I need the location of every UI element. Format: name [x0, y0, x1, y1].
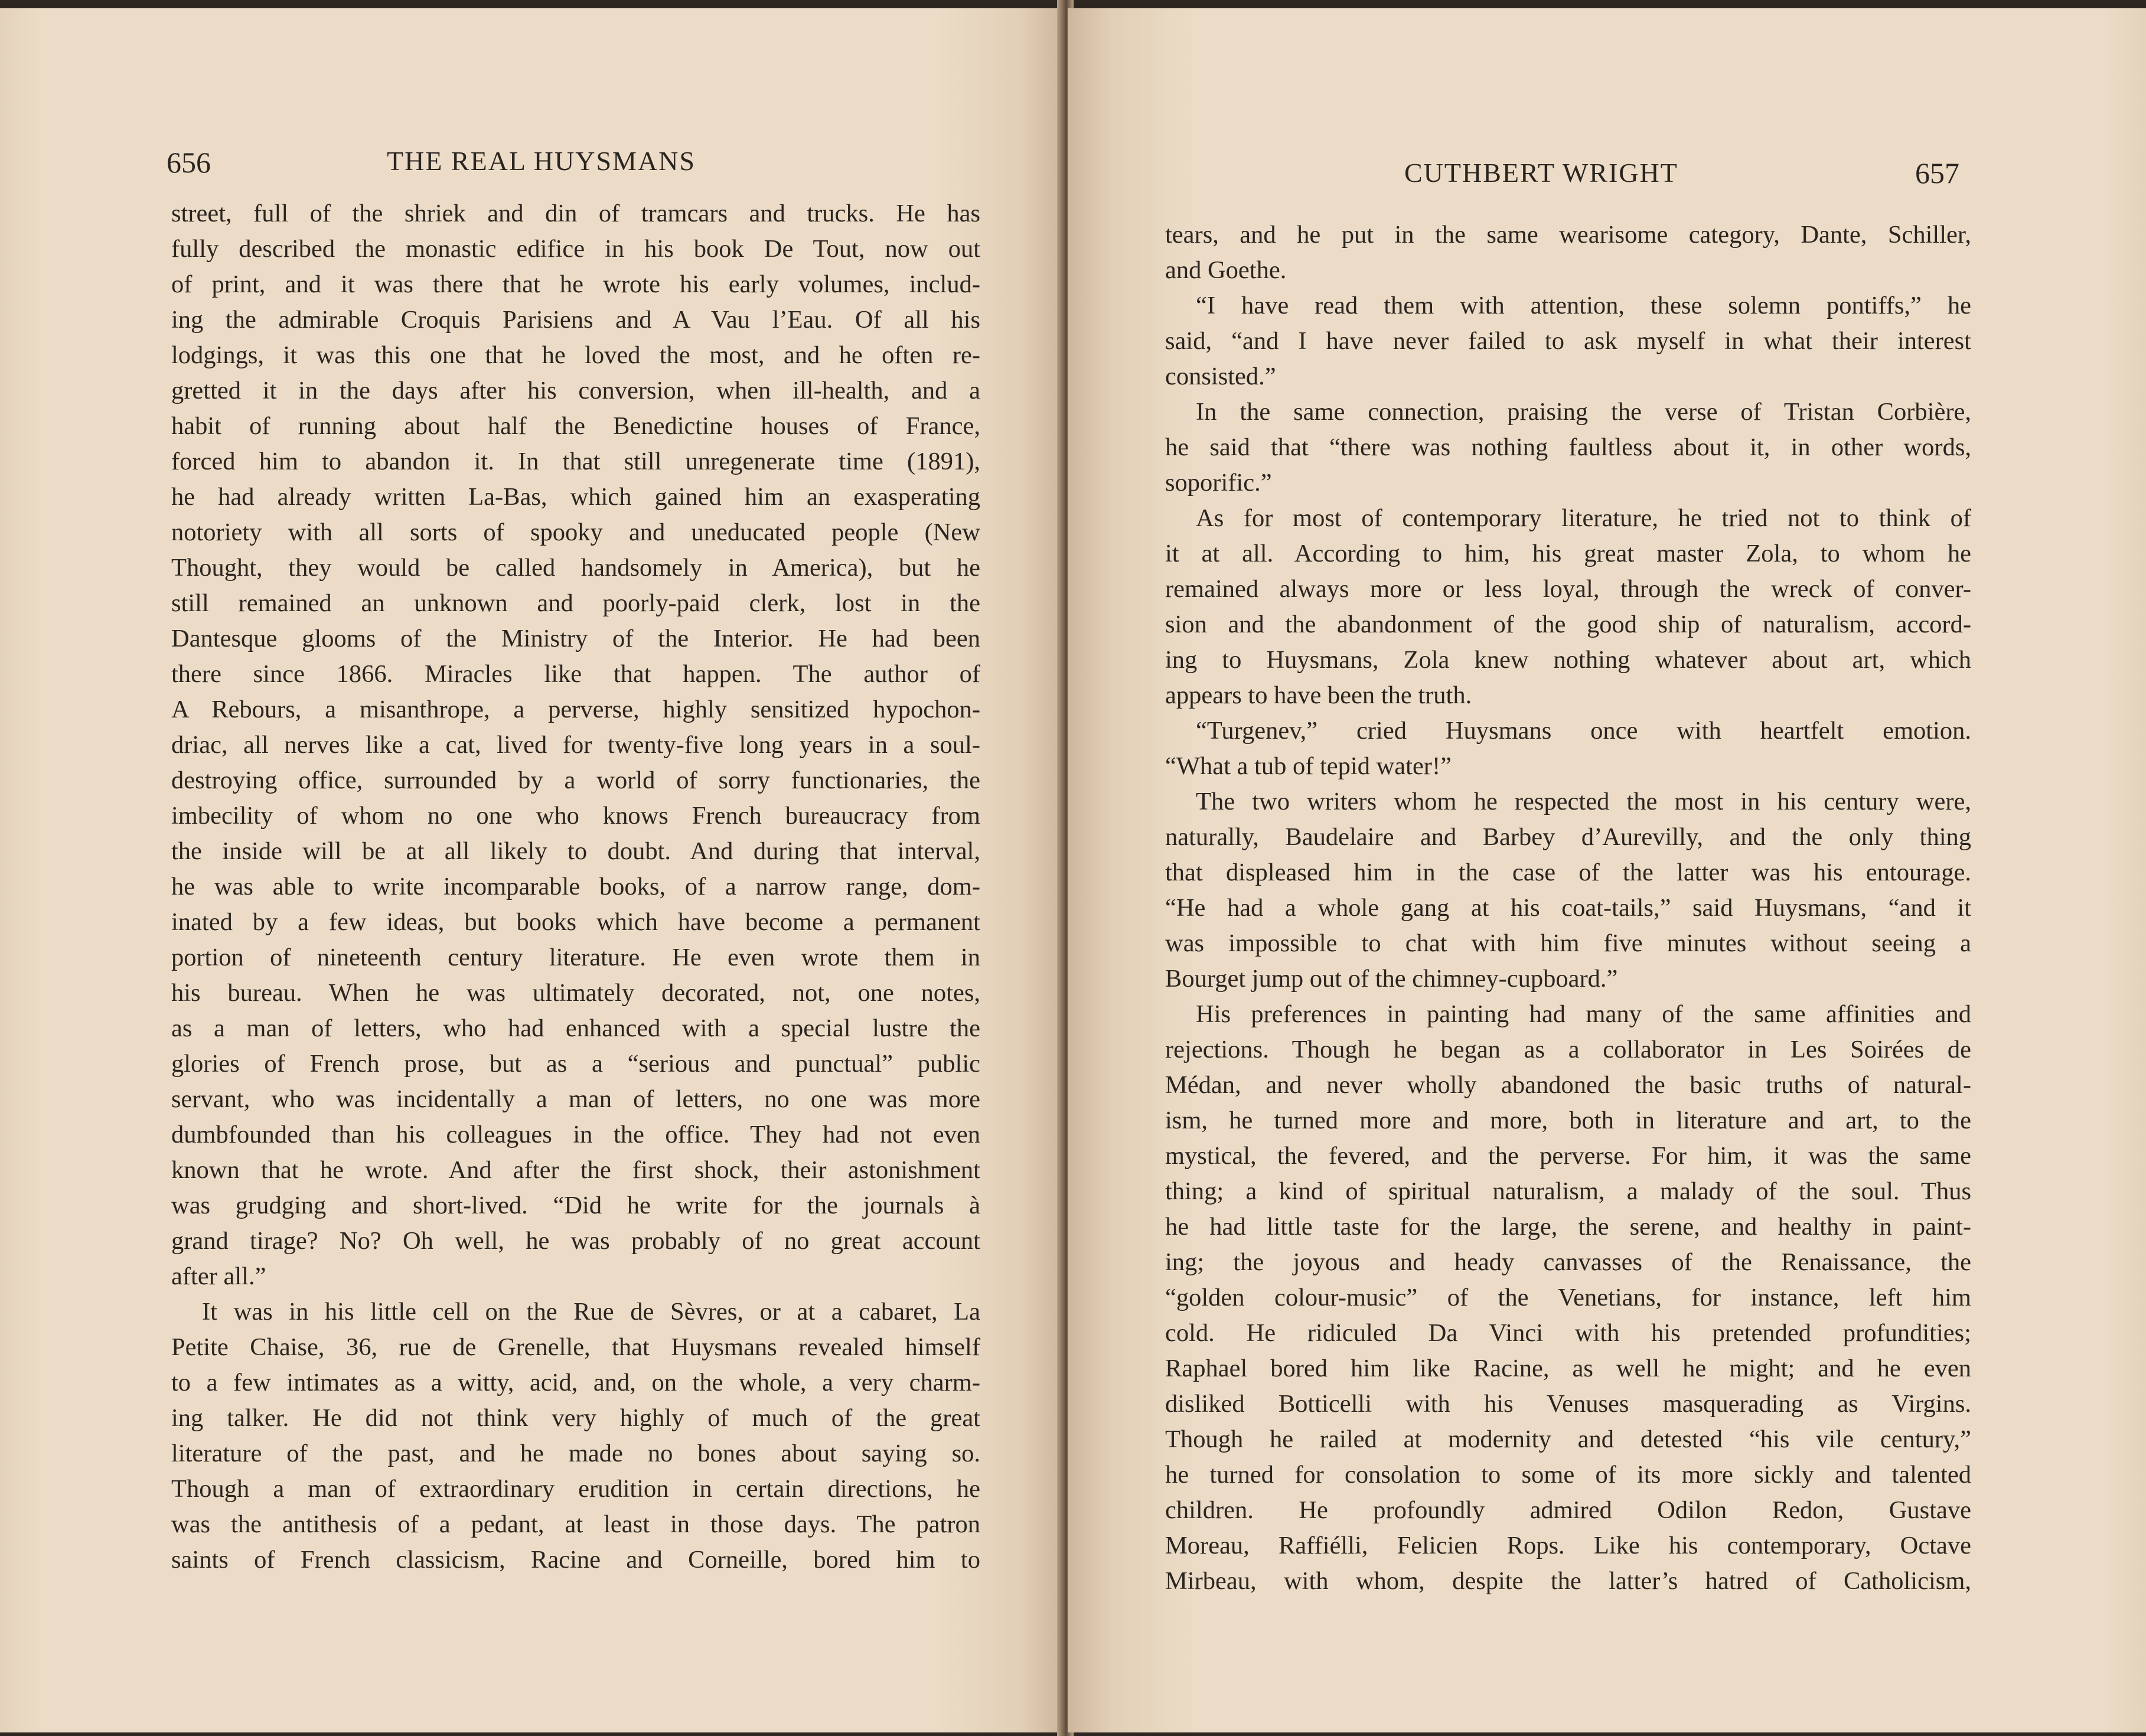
text-line: In the same connection, praising the verse of Tristan Corbière,	[1196, 398, 1971, 426]
text-line: It was in his little cell on the Rue de Sèvres, or at a cabaret, La	[202, 1298, 980, 1326]
text-line: street, full of the shriek and din of tramcars and trucks. He has	[171, 200, 980, 227]
text-line: Though he railed at modernity and detested “his vile century,”	[1165, 1425, 1971, 1453]
text-line: ing talker. He did not think very highly of much of the great	[171, 1404, 980, 1432]
text-line: mystical, the fevered, and the perverse. For him, it was the same	[1165, 1142, 1971, 1170]
text-line: he was able to write incomparable books, of a narrow range, dom-	[171, 873, 980, 900]
text-line: and Goethe.	[1165, 256, 1287, 284]
text-line: literature of the past, and he made no bones about saying so.	[171, 1440, 980, 1467]
running-head: THE REAL HUYSMANS	[387, 146, 696, 176]
text-line: was the antithesis of a pedant, at least in those days. The patron	[171, 1510, 980, 1538]
text-line: naturally, Baudelaire and Barbey d’Aurevilly, and the only thing	[1165, 823, 1971, 851]
text-line: notoriety with all sorts of spooky and uneducated people (New	[171, 518, 980, 546]
text-line: after all.”	[171, 1262, 266, 1290]
text-line: he had little taste for the large, the serene, and healthy in paint-	[1165, 1213, 1971, 1241]
text-line: inated by a few ideas, but books which have become a permanent	[171, 908, 980, 936]
text-line: it at all. According to him, his great master Zola, to whom he	[1165, 540, 1971, 567]
text-line: glories of French prose, but as a “serious and punctual” public	[171, 1050, 980, 1078]
text-line: lodgings, it was this one that he loved the most, and he often re-	[171, 341, 980, 369]
text-line: “He had a whole gang at his coat-tails,” said Huysmans, “and it	[1165, 894, 1971, 922]
text-line: Though a man of extraordinary erudition in certain directions, he	[171, 1475, 980, 1503]
text-line: driac, all nerves like a cat, lived for twenty-five long years in a soul-	[171, 731, 980, 759]
text-line: sion and the abandonment of the good ship of naturalism, accord-	[1165, 611, 1971, 638]
text-line: Bourget jump out of the chimney-cupboard.”	[1165, 965, 1618, 993]
text-line: Médan, and never wholly abandoned the basic truths of natural-	[1165, 1071, 1971, 1099]
text-line: ing; the joyous and heady canvasses of the Renaissance, the	[1165, 1248, 1971, 1276]
text-line: As for most of contemporary literature, he tried not to think of	[1196, 504, 1971, 532]
text-line: Dantesque glooms of the Ministry of the Interior. He had been	[171, 625, 980, 652]
text-line: fully described the monastic edifice in his book De Tout, now out	[171, 235, 980, 263]
text-line: he had already written La-Bas, which gained him an exasperating	[171, 483, 980, 511]
text-line: was grudging and short-lived. “Did he write for the journals à	[171, 1192, 980, 1219]
text-line: saints of French classicism, Racine and Corneille, bored him to	[171, 1546, 980, 1574]
text-line: he said that “there was nothing faultless about it, in other words,	[1165, 433, 1971, 461]
text-line: A Rebours, a misanthrope, a perverse, highly sensitized hypochon-	[171, 696, 980, 723]
left-page	[0, 8, 1063, 1732]
text-line: remained always more or less loyal, through the wreck of conver-	[1165, 575, 1971, 603]
text-line: his bureau. When he was ultimately decorated, not, one notes,	[171, 979, 980, 1007]
text-line: disliked Botticelli with his Venuses masquerading as Virgins.	[1165, 1390, 1971, 1418]
text-line: destroying office, surrounded by a world of sorry functionaries, the	[171, 766, 980, 794]
body-text	[1165, 217, 1971, 1599]
text-line: that displeased him in the case of the latter was his entourage.	[1165, 859, 1971, 886]
text-line: “I have read them with attention, these solemn pontiffs,” he	[1196, 292, 1971, 319]
text-line: ism, he turned more and more, both in literature and art, to the	[1165, 1107, 1971, 1134]
text-line: appears to have been the truth.	[1165, 681, 1472, 709]
text-line: known that he wrote. And after the first shock, their astonishment	[171, 1156, 980, 1184]
text-line: ing the admirable Croquis Parisiens and A Vau l’Eau. Of all his	[171, 306, 980, 334]
text-line: Thought, they would be called handsomely in America), but he	[171, 554, 980, 582]
text-line: Petite Chaise, 36, rue de Grenelle, that Huysmans revealed himself	[171, 1333, 980, 1361]
text-line: soporific.”	[1165, 469, 1272, 497]
text-line: “Turgenev,” cried Huysmans once with heartfelt emotion.	[1196, 717, 1971, 745]
text-line: imbecility of whom no one who knows French bureaucracy from	[171, 802, 980, 830]
text-line: The two writers whom he respected the most in his century were,	[1196, 788, 1971, 815]
text-line: dumbfounded than his colleagues in the office. They had not even	[171, 1121, 980, 1148]
running-head: CUTHBERT WRIGHT	[1404, 158, 1678, 188]
text-line: “What a tub of tepid water!”	[1165, 752, 1452, 780]
text-line: habit of running about half the Benedictine houses of France,	[171, 412, 980, 440]
page-number: 657	[1915, 156, 1959, 190]
text-line: was impossible to chat with him five minutes without seeing a	[1165, 929, 1971, 957]
text-line: ing to Huysmans, Zola knew nothing whatever about art, which	[1165, 646, 1971, 674]
text-line: grand tirage? No? Oh well, he was probably of no great account	[171, 1227, 980, 1255]
text-line: Raphael bored him like Racine, as well he might; and he even	[1165, 1355, 1971, 1382]
text-line: said, “and I have never failed to ask myself in what their interest	[1165, 327, 1971, 355]
text-line: His preferences in painting had many of the same affinities and	[1196, 1000, 1971, 1028]
text-line: still remained an unknown and poorly-paid clerk, lost in the	[171, 589, 980, 617]
page-number: 656	[167, 146, 211, 179]
text-line: rejections. Though he began as a collaborator in Les Soirées de	[1165, 1036, 1971, 1063]
text-line: the inside will be at all likely to doubt. And during that interval,	[171, 837, 980, 865]
body-text	[171, 196, 980, 1578]
text-line: cold. He ridiculed Da Vinci with his pretended profundities;	[1165, 1319, 1971, 1347]
right-page	[1068, 8, 2146, 1732]
text-line: portion of nineteenth century literature. He even wrote them in	[171, 944, 980, 971]
text-line: of print, and it was there that he wrote his early volumes, includ-	[171, 270, 980, 298]
text-line: as a man of letters, who had enhanced with a special lustre the	[171, 1014, 980, 1042]
text-line: servant, who was incidentally a man of letters, no one was more	[171, 1085, 980, 1113]
text-line: children. He profoundly admired Odilon Redon, Gustave	[1165, 1496, 1971, 1524]
text-line: consisted.”	[1165, 363, 1276, 390]
text-line: tears, and he put in the same wearisome category, Dante, Schiller,	[1165, 221, 1971, 249]
text-line: Mirbeau, with whom, despite the latter’s hatred of Catholicism,	[1165, 1567, 1971, 1595]
text-line: forced him to abandon it. In that still unregenerate time (1891),	[171, 448, 980, 475]
text-line: to a few intimates as a witty, acid, and, on the whole, a very charm-	[171, 1369, 980, 1396]
text-line: gretted it in the days after his conversion, when ill-health, and a	[171, 377, 980, 404]
text-line: “golden colour-music” of the Venetians, for instance, left him	[1165, 1284, 1971, 1311]
text-line: Moreau, Raffiélli, Felicien Rops. Like his contemporary, Octave	[1165, 1532, 1971, 1559]
text-line: thing; a kind of spiritual naturalism, a malady of the soul. Thus	[1165, 1177, 1971, 1205]
text-line: there since 1866. Miracles like that happen. The author of	[171, 660, 980, 688]
text-line: he turned for consolation to some of its more sickly and talented	[1165, 1461, 1971, 1489]
